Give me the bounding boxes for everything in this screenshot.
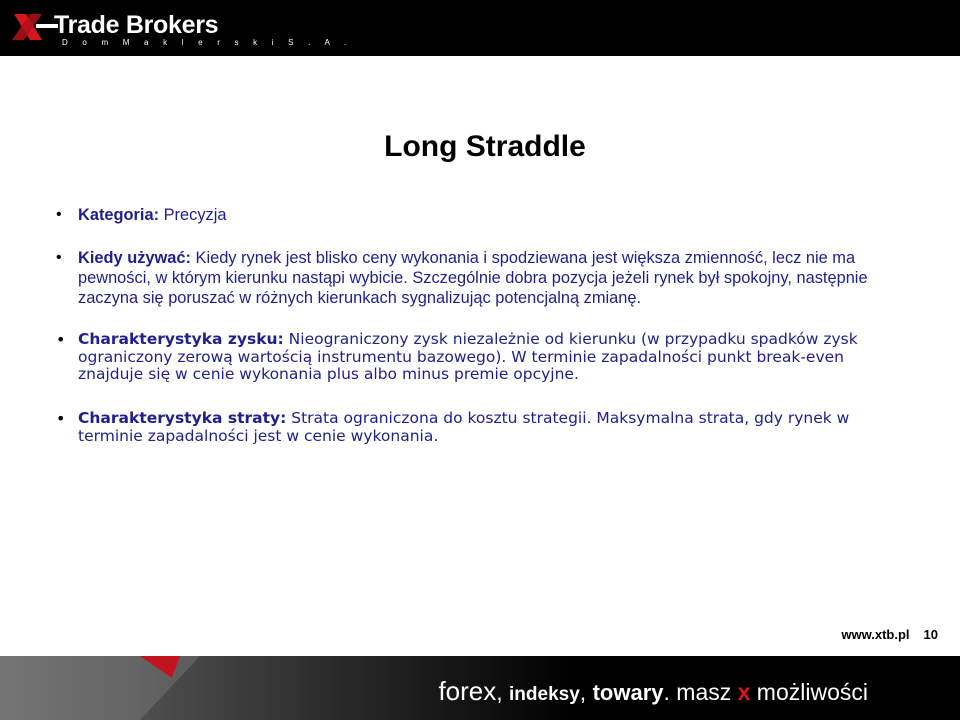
bullet-label: Kategoria: — [78, 206, 160, 224]
bullet-label: Kiedy używać: — [78, 249, 191, 267]
slogan-towary: towary — [592, 680, 664, 705]
slogan-separator: , — [496, 679, 510, 705]
logo-x-mark-icon — [12, 10, 58, 44]
bullet-charakterystyka-straty — [56, 409, 908, 445]
logo-subtitle: D o m M a k l e r s k i S . A . — [62, 38, 353, 47]
bullet-charakterystyka-zysku — [56, 330, 908, 384]
footer-url-line — [841, 627, 938, 642]
bullet-dot-icon: • — [56, 409, 66, 428]
header-bar — [0, 0, 960, 56]
slogan-indeksy: indeksy — [509, 684, 580, 705]
bullet-dot-icon: • — [56, 249, 62, 266]
bullet-text: Kiedy rynek jest blisko ceny wykonania i spodziewana jest większa zmienność, lecz nie ma pewności, w którym kierunku nastąpi wybicie. Szczególnie dobra pozycja jeżeli rynek był spokojny, następnie zaczyna się poruszać w różnych kierunkach sygnalizując potencjalną zmianę. — [78, 249, 868, 307]
slogan-forex: forex — [438, 676, 497, 706]
bullet-text: Precyzja — [159, 206, 227, 224]
logo-name: Trade Brokers — [54, 11, 219, 39]
page-number: 10 — [923, 627, 938, 642]
footer-bar — [0, 656, 960, 720]
bullet-label: Charakterystyka zysku: — [78, 330, 284, 348]
slogan-masz: . masz — [663, 679, 738, 705]
slogan-x: x — [737, 679, 751, 705]
footer-slogan — [438, 676, 868, 707]
website-link[interactable]: www.xtb.pl — [841, 627, 910, 642]
bullet-text: Nieograniczony zysk niezależnie od kierunku (w przypadku spadków zysk ograniczony zerową wartością instrumentu bazowego). W terminie zapadalności punkt break-even znajduje się w cenie wykonania plus albo minus premie opcyjne. — [78, 330, 858, 383]
bullet-text: Strata ograniczona do kosztu strategii. Maksymalna strata, gdy rynek w terminie zapadalności jest w cenie wykonania. — [78, 409, 850, 445]
slogan-separator: , — [579, 679, 593, 705]
bullet-label: Charakterystyka straty: — [78, 409, 287, 427]
bullet-kiedy-uzywac — [56, 248, 908, 308]
bullet-dot-icon: • — [56, 330, 66, 349]
slogan-mozliwosci: możliwości — [750, 679, 868, 705]
xtb-logo — [12, 8, 353, 48]
bullet-kategoria — [56, 205, 908, 225]
bullet-dot-icon: • — [56, 206, 62, 223]
slide-title: Long Straddle — [384, 130, 586, 163]
